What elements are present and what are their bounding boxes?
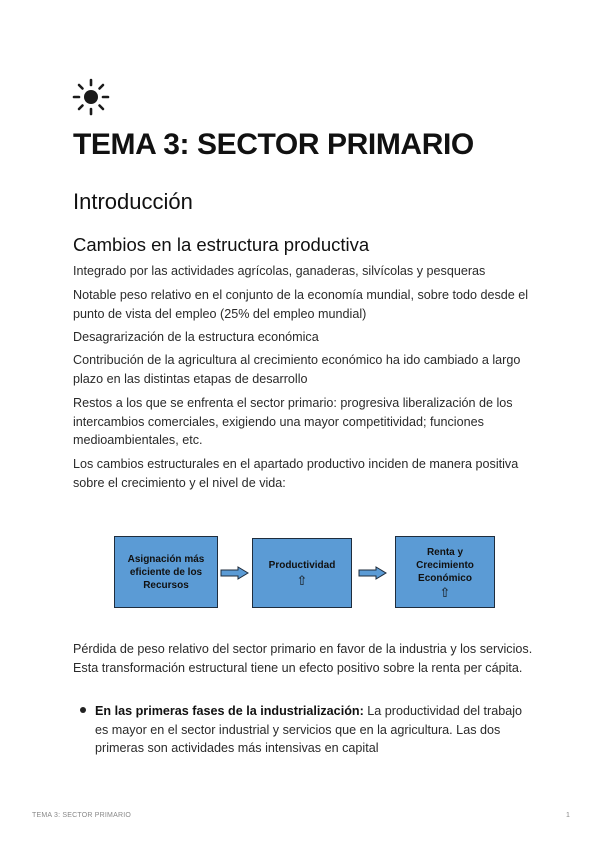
- paragraph-2: Notable peso relativo en el conjunto de la economía mundial, sobre todo desde el punto de vista del empleo (25% del empleo mundial): [73, 288, 529, 321]
- box-resource-allocation: [114, 536, 218, 608]
- box-productivity: [252, 538, 352, 608]
- bullet-text: La productividad del trabajo es mayor en el sector industrial y servicios que en la agricultura. Las dos primeras son actividades más intensivas en capital: [95, 704, 523, 755]
- paragraph-1: Integrado por las actividades agrícolas, ganaderas, silvícolas y pesqueras: [73, 264, 486, 278]
- bullet-dot-icon: [80, 707, 86, 713]
- subsection-heading: Cambios en la estructura productiva: [73, 234, 370, 255]
- box1-line-2: eficiente de los: [129, 566, 203, 578]
- section-heading: Introducción: [73, 189, 193, 214]
- paragraph-7: Pérdida de peso relativo del sector primario en favor de la industria y los servicios. Esta transformación estructural tiene un efecto positivo sobre la renta per cápita.: [73, 642, 533, 675]
- sun-icon: [72, 78, 110, 116]
- paragraph-4: Contribución de la agricultura al crecimiento económico ha ido cambiado a largo plazo en las distintas etapas de desarrollo: [73, 353, 521, 386]
- box-income-growth: [395, 536, 495, 608]
- flow-diagram: [110, 530, 500, 612]
- box1-line-1: Asignación más: [127, 553, 205, 565]
- bullet-item: [95, 702, 535, 758]
- up-arrow-icon: ⇧: [296, 573, 308, 588]
- box1-line-3: Recursos: [143, 579, 189, 591]
- page-number: 1: [566, 812, 570, 819]
- up-arrow-icon: ⇧: [439, 584, 451, 600]
- footer-title: TEMA 3: SECTOR PRIMARIO: [32, 812, 131, 819]
- box3-line-1: Renta y: [426, 546, 464, 558]
- box2-label: Productividad: [268, 560, 336, 571]
- arrow-right-icon: [220, 566, 250, 580]
- paragraph-5: Restos a los que se enfrenta el sector primario: progresiva liberalización de los intercambios comerciales, exigiendo una mayor competitividad; funciones medioambientales, etc.: [73, 396, 513, 447]
- box3-line-2: Crecimiento: [416, 559, 474, 571]
- paragraph-6: Los cambios estructurales en el apartado productivo inciden de manera positiva sobre el crecimiento y el nivel de vida:: [73, 457, 519, 490]
- page-title: TEMA 3: SECTOR PRIMARIO: [73, 128, 474, 161]
- bullet-bold: En las primeras fases de la industrialización:: [95, 704, 364, 718]
- box3-line-3: Económico: [418, 572, 472, 584]
- arrow-right-icon: [358, 566, 388, 580]
- paragraph-3: Desagrarización de la estructura económica: [73, 330, 319, 344]
